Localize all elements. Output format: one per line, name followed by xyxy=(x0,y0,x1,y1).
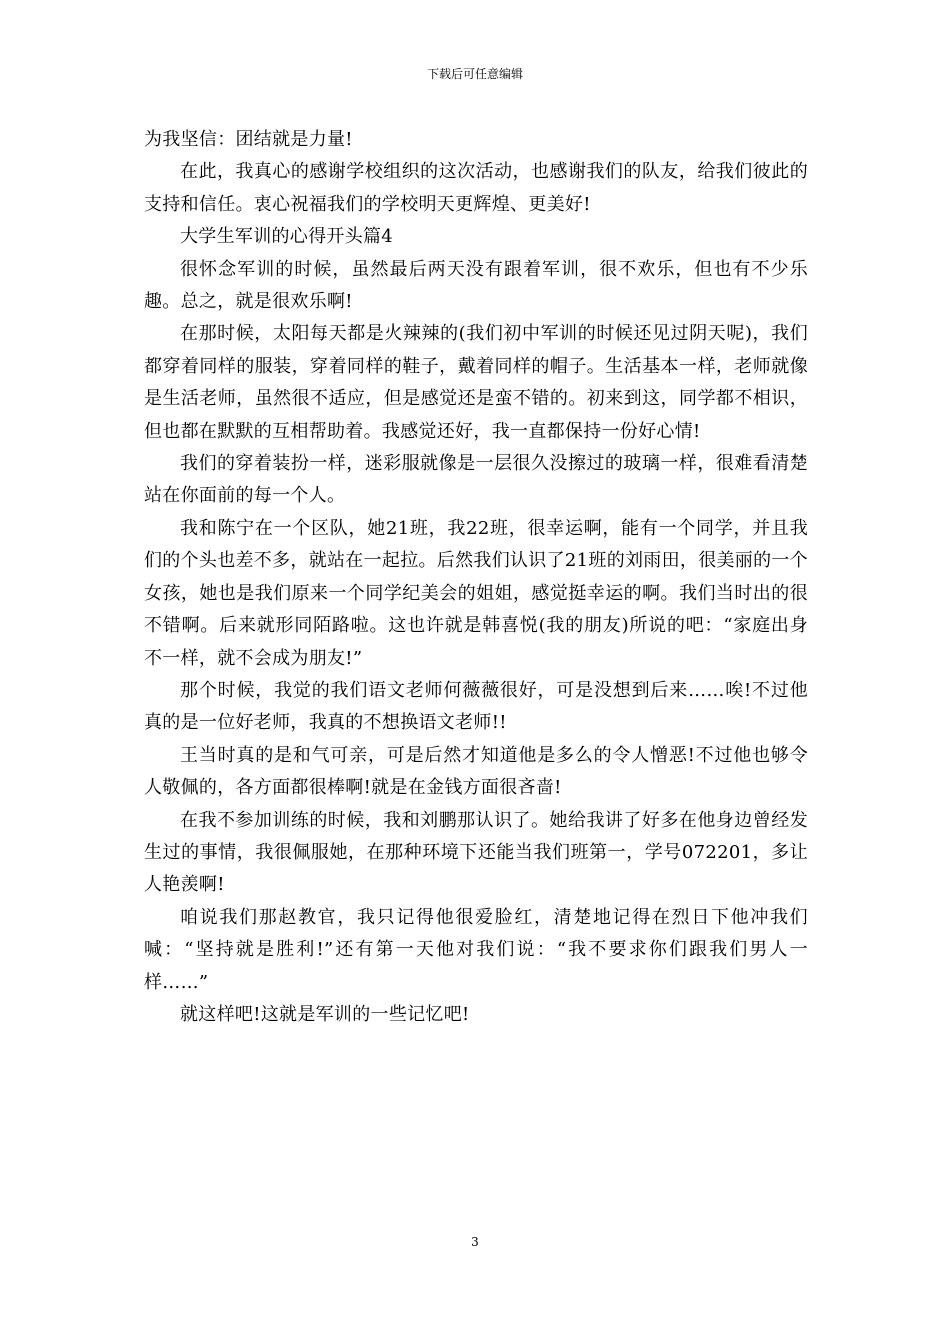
paragraph: 在那时候，太阳每天都是火辣辣的(我们初中军训的时候还见过阴天呢)，我们都穿着同样的服装，穿着同样的鞋子，戴着同样的帽子。生活基本一样，老师就像是生活老师，虽然很不适应，但是感觉还是蛮不错的。初来到这，同学都不相识，但也都在默默的互相帮助着。我感觉还好，我一直都保持一份好心情! xyxy=(144,323,808,442)
paragraph: 为我坚信：团结就是力量! xyxy=(144,129,353,150)
paragraph: 在此，我真心的感谢学校组织的这次活动，也感谢我们的队友，给我们彼此的支持和信任。衷心祝福我们的学校明天更辉煌、更美好! xyxy=(144,161,808,215)
paragraph: 那个时候，我觉的我们语文老师何薇薇很好，可是没想到后来……唉!不过他真的是一位好老师，我真的不想换语文老师!! xyxy=(144,679,808,734)
page-number: 3 xyxy=(471,1235,479,1249)
paragraph: 我们的穿着装扮一样，迷彩服就像是一层很久没擦过的玻璃一样，很难看清楚站在你面前的每一个人。 xyxy=(144,453,808,507)
document-body xyxy=(144,124,808,1031)
section-heading: 大学生军训的心得开头篇4 xyxy=(180,226,394,248)
page-header: 下载后可任意编辑 xyxy=(426,67,523,81)
paragraph: 我和陈宁在一个区队，她21班，我22班，很幸运啊，能有一个同学，并且我们的个头也差不多，就站在一起拉。后然我们认识了21班的刘雨田，很美丽的一个女孩，她也是我们原来一个同学纪美会的姐姐，感觉挺幸运的啊。我们当时出的很不错啊。后来就形同陌路啦。这也许就是韩喜悦(我的朋友)所说的吧：“家庭出身不一样，就不会成为朋友!” xyxy=(144,517,809,669)
paragraph: 就这样吧!这就是军训的一些记忆吧! xyxy=(180,1003,470,1025)
paragraph: 很怀念军训的时候，虽然最后两天没有跟着军训，很不欢乐，但也有不少乐趣。总之，就是很欢乐啊! xyxy=(144,258,808,313)
paragraph: 在我不参加训练的时候，我和刘鹏那认识了。她给我讲了好多在他身边曾经发生过的事情，我很佩服她，在那种环境下还能当我们班第一，学号072201，多让人艳羡啊! xyxy=(144,809,808,896)
paragraph: 咱说我们那赵教官，我只记得他很爱脸红，清楚地记得在烈日下他冲我们喊：“坚持就是胜利!”还有第一天他对我们说：“我不要求你们跟我们男人一样……” xyxy=(144,906,808,993)
paragraph: 王当时真的是和气可亲，可是后然才知道他是多么的令人憎恶!不过他也够令人敬佩的，各方面都很棒啊!就是在金钱方面很吝啬! xyxy=(144,744,808,799)
